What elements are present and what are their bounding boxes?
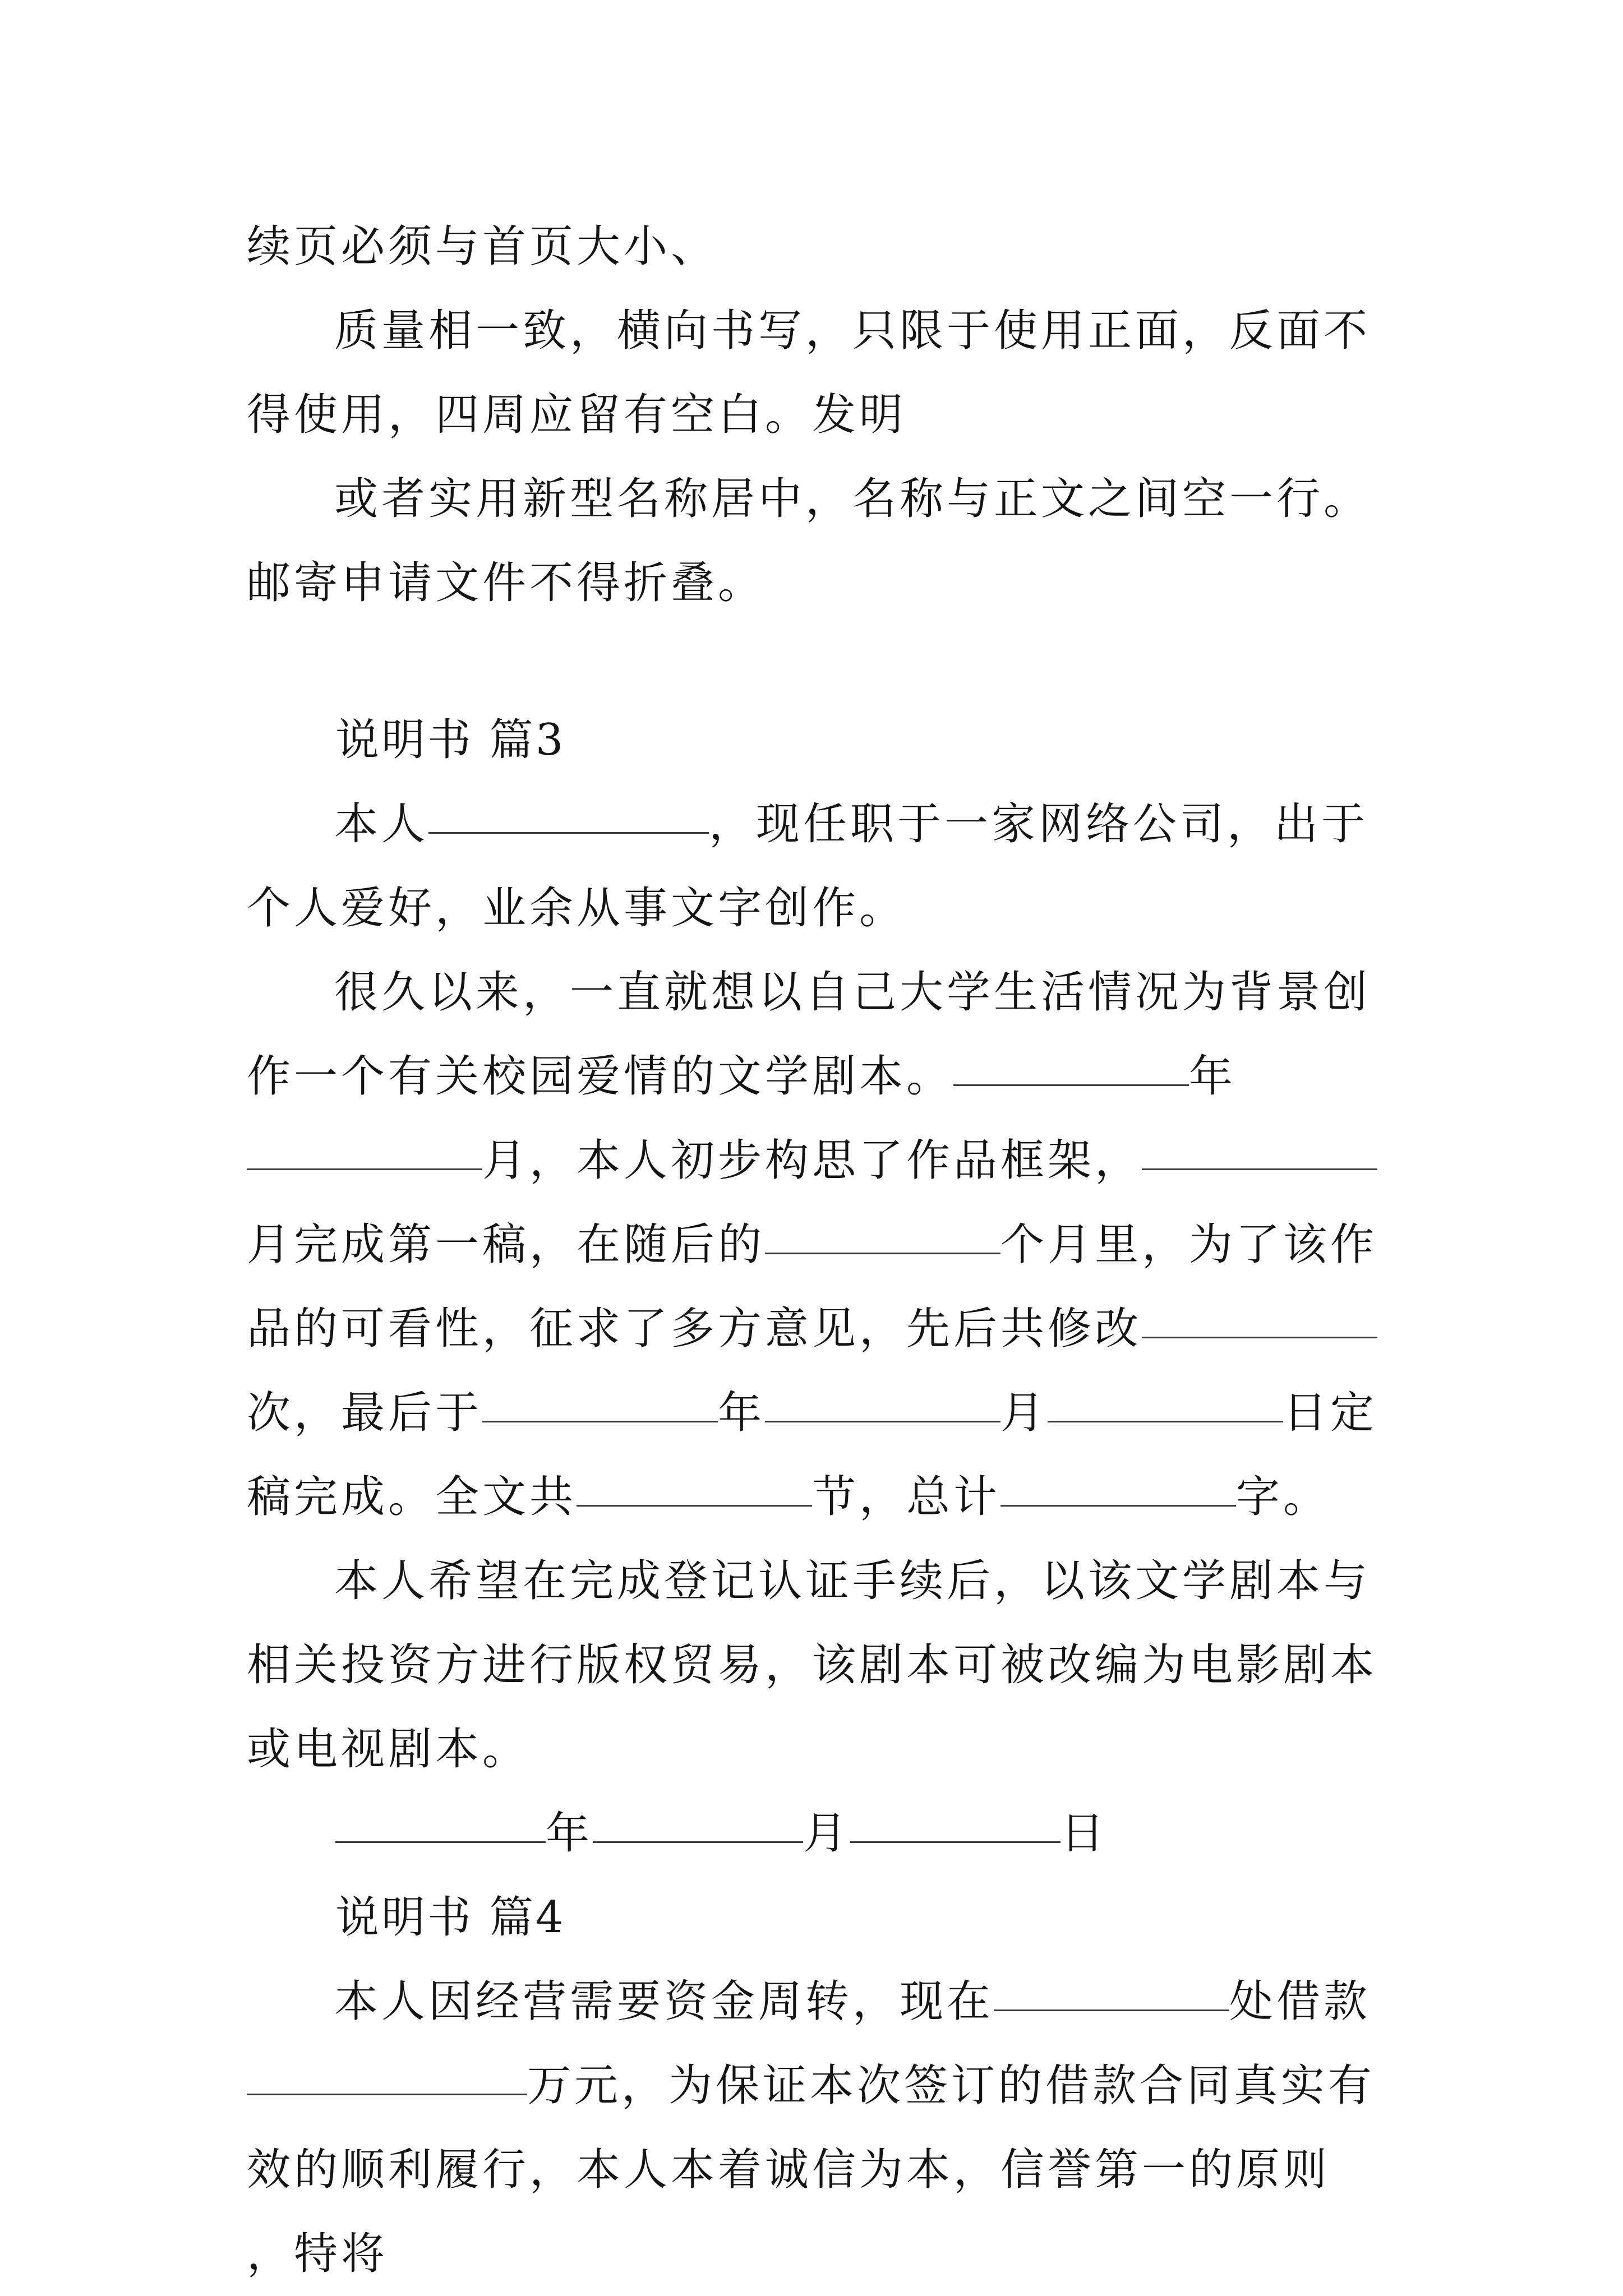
section-4-paragraph-1: 本人因经营需要资金周转，现在 处借款万元，为保证本次签订的借款合同真实有效的顺利履行，本人本着诚信为本，信誉第一的原则 ，特将 xyxy=(247,1976,1376,2279)
section-3-title: 说明书 篇3 xyxy=(335,715,566,765)
months-count-blank[interactable] xyxy=(765,1253,1000,1254)
first-draft-month-blank[interactable] xyxy=(1142,1168,1377,1170)
final-month-blank[interactable] xyxy=(765,1421,1000,1422)
section-3-paragraph-3: 本人希望在完成登记认证手续后，以该文学剧本与相关投资方进行版权贸易，该剧本可被改编为电影剧本或电视剧本。 xyxy=(247,1556,1378,1775)
date-year-blank[interactable] xyxy=(335,1841,546,1843)
month-blank[interactable] xyxy=(247,1168,482,1170)
lender-blank[interactable] xyxy=(994,2009,1229,2011)
year-blank[interactable] xyxy=(953,1084,1189,1086)
section-count-blank[interactable] xyxy=(577,1505,812,1507)
continuation-line: 续页必须与首页大小、 xyxy=(247,221,718,272)
loan-amount-blank[interactable] xyxy=(247,2094,527,2095)
date-day-blank[interactable] xyxy=(850,1841,1061,1843)
final-day-blank[interactable] xyxy=(1048,1421,1283,1422)
document-page xyxy=(247,205,1391,2296)
section-3-paragraph-1: 本人 ，现任职于一家网络公司，出于个人爱好，业余从事文字创作。 xyxy=(247,799,1369,934)
name-blank[interactable] xyxy=(428,832,709,834)
word-count-blank[interactable] xyxy=(1000,1505,1236,1507)
revision-count-blank[interactable] xyxy=(1142,1337,1377,1338)
final-year-blank[interactable] xyxy=(482,1421,718,1422)
section-3-paragraph-2: 很久以来，一直就想以自己大学生活情况为背景创作一个有关校园爱情的文学剧本。 年月，本人初步构思了作品框架，月完成第一稿，在随后的 个月里，为了该作品的可看性，征求了多方意见，先后共修改次，最后于 年 月 日定稿完成。全文共 节，总计 字。 xyxy=(247,967,1378,1522)
date-month-blank[interactable] xyxy=(593,1841,803,1843)
section-4-title: 说明书 篇4 xyxy=(335,1892,566,1943)
continuation-paragraph-2: 或者实用新型名称居中，名称与正文之间空一行。邮寄申请文件不得折叠。 xyxy=(247,474,1371,608)
section-gap xyxy=(247,625,1391,698)
continuation-paragraph-1: 质量相一致，横向书写，只限于使用正面，反面不得使用，四周应留有空白。发明 xyxy=(247,306,1371,440)
section-3-date-line: 年 月 日 xyxy=(247,1791,1391,1875)
